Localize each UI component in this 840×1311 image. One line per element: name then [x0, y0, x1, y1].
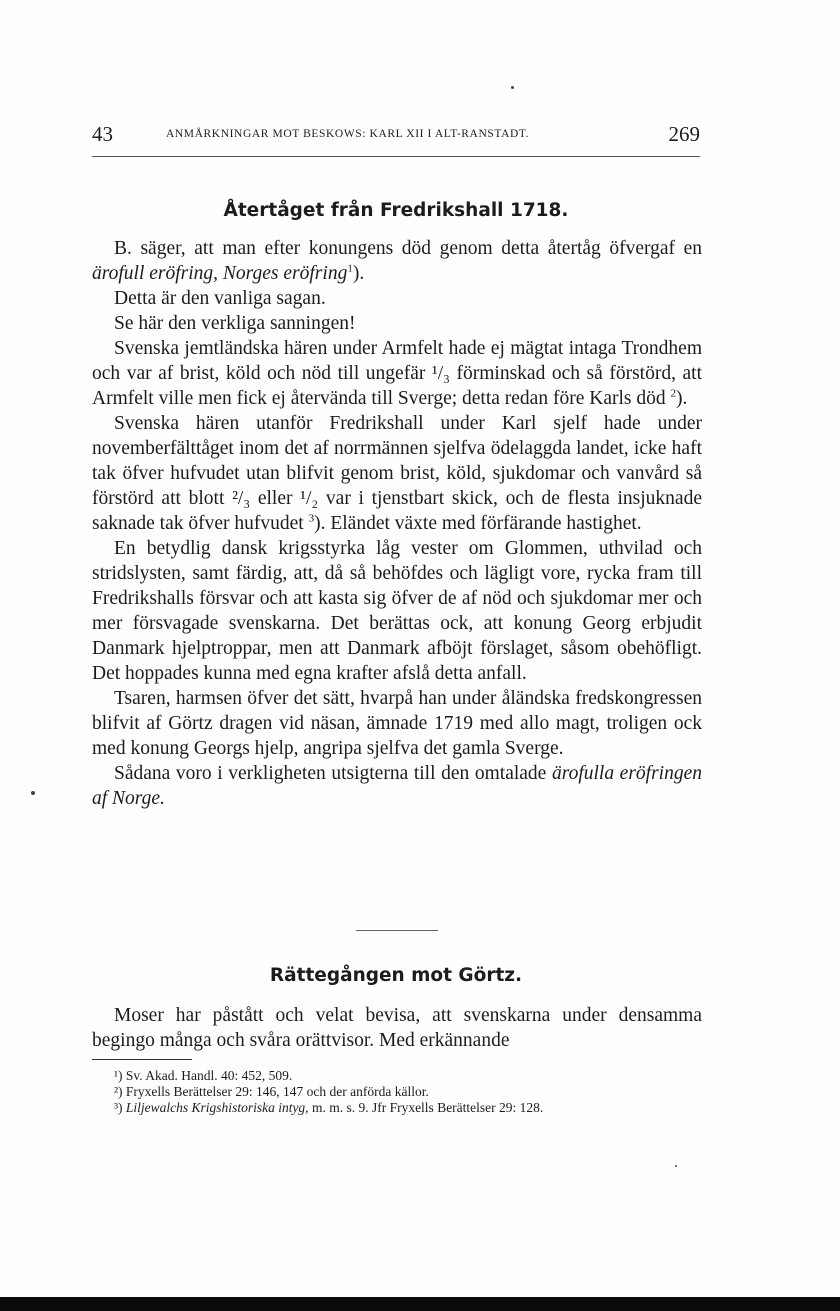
section-body — [92, 236, 702, 811]
page-number-left: 43 — [92, 122, 113, 146]
footnote: ¹) Sv. Akad. Handl. 40: 452, 509. — [114, 1068, 293, 1083]
paragraph: Se här den verkliga sanningen! — [114, 313, 356, 334]
header-rule — [92, 156, 700, 157]
paragraph: Tsaren, harmsen öfver det sätt, hvarpå han under åländska fredskongressen blifvit af Görtz dragen vid näsan, ämnade 1719 med allo magt, troligen ock med konung Georgs hjelp, angripa sjelfva det gamla Sverge. — [92, 688, 702, 759]
section-title: Rättegången mot Görtz. — [269, 965, 523, 986]
footnote: ²) Fryxells Berättelser 29: 146, 147 och der anförda källor. — [114, 1084, 429, 1099]
speck — [675, 1165, 677, 1167]
section-body — [92, 1003, 702, 1053]
footnotes — [92, 1068, 700, 1116]
paragraph: Sådana voro i verkligheten utsigterna till den omtalade ärofulla eröfringen af Norge. — [92, 763, 702, 809]
section-separator — [356, 930, 438, 931]
scan-edge — [0, 1297, 840, 1311]
paragraph: Svenska hären utanför Fredrikshall under Karl sjelf hade under novemberfälttåget inom det af norrmännen sjelfva ödelaggda landet, icke haft tak öfver hufvudet utan blifvit genom brist, köld, sjukdomar och vanvård så förstörd att blott ²/₃ eller ¹/₂ var i tjenstbart skick, och de flesta insjuknade saknade tak öfver hufvudet $^3$). Eländet växte med förfärande hastighet. — [92, 413, 702, 534]
page-header — [92, 122, 700, 148]
footnote-rule — [92, 1059, 192, 1060]
paragraph: Moser har påstått och velat bevisa, att svenskarna under densamma begingo många och svåra orättvisor. Med erkännande — [92, 1005, 702, 1051]
paragraph: En betydlig dansk krigsstyrka låg vester om Glommen, uthvilad och stridslysten, samt färdig, att, då så behöfdes och lägligt vore, rycka fram till Fredrikshalls försvar och att kasta sig öfver de af nöd och sjukdomar mer och mer försvagade svenskarna. Det berättas ock, att konung Georg erbjudit Danmark hjelptroppar, men att Danmark afböjt förslaget, såsom obehöfligt. Det hoppades kunna med egna krafter afslå detta anfall. — [92, 538, 702, 684]
paragraph: Detta är den vanliga sagan. — [114, 288, 326, 309]
section-title: Återtåget från Fredrikshall 1718. — [223, 200, 569, 221]
footnote: ³) Liljewalchs Krigshistoriska intyg, m. m. s. 9. Jfr Fryxells Berättelser 29: 128. — [114, 1100, 544, 1115]
speck — [511, 86, 514, 89]
page-number-right: 269 — [668, 122, 700, 146]
paragraph: B. säger, att man efter konungens död genom detta återtåg öfvergaf en ärofull eröfring, Norges eröfring$^1$). — [92, 238, 702, 284]
speck — [31, 791, 35, 795]
running-title: ANMÅRKNINGAR MOT BESKOWS: KARL XII I ALT-RANSTADT. — [166, 128, 530, 140]
paragraph: Svenska jemtländska hären under Armfelt hade ej mägtat intaga Trondhem och var af brist, köld och nöd till ungefär ¹/₃ förminskad och så förstörd, att Armfelt ville men fick ej återvända till Sverge; detta redan före Karls död $^2$). — [92, 338, 702, 409]
